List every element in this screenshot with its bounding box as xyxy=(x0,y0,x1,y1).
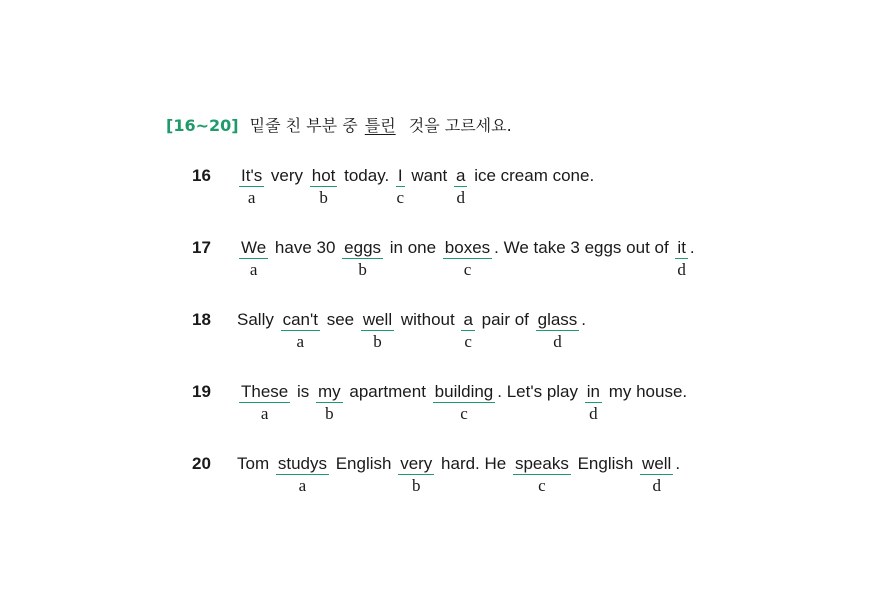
option-b[interactable] xyxy=(398,454,434,495)
option-word: speaks xyxy=(514,454,569,473)
option-a[interactable] xyxy=(239,166,264,207)
option-word: very xyxy=(400,454,433,473)
option-letter: a xyxy=(296,332,305,351)
sentence-text: in one xyxy=(385,238,441,257)
question-number: 20 xyxy=(192,454,211,473)
option-word: building xyxy=(434,382,494,401)
option-letter: d xyxy=(589,404,598,423)
option-a[interactable] xyxy=(239,238,268,279)
option-letter: c xyxy=(463,260,472,279)
sentence-text: apartment xyxy=(344,382,431,401)
option-letter: b xyxy=(319,188,328,207)
option-word: boxes xyxy=(444,238,491,257)
sentence-text: English xyxy=(572,454,639,473)
sentence-text: English xyxy=(330,454,397,473)
option-word: my xyxy=(317,382,341,401)
sentence-text: want xyxy=(406,166,452,185)
option-word: eggs xyxy=(344,238,382,257)
sentence-text: ice cream cone. xyxy=(469,166,595,185)
option-b[interactable] xyxy=(361,310,394,351)
option-word: well xyxy=(362,310,393,329)
sentence-text: Sally xyxy=(237,310,279,329)
option-letter: d xyxy=(652,476,661,495)
option-c[interactable] xyxy=(443,238,492,279)
instruction-emphasis: 틀린 xyxy=(364,116,396,135)
option-word: We xyxy=(241,238,267,257)
question-number: 19 xyxy=(192,382,211,401)
question-sentence xyxy=(237,382,688,423)
option-d[interactable] xyxy=(675,238,688,279)
sentence-text: Tom xyxy=(237,454,274,473)
option-letter: c xyxy=(396,188,405,207)
option-letter: b xyxy=(325,404,334,423)
sentence-text: . Let's play xyxy=(497,382,583,401)
question-number: 16 xyxy=(192,166,211,185)
question-sentence xyxy=(237,166,595,207)
option-c[interactable] xyxy=(433,382,496,423)
option-letter: b xyxy=(373,332,382,351)
option-b[interactable] xyxy=(316,382,343,423)
option-word: glass xyxy=(537,310,578,329)
option-d[interactable] xyxy=(536,310,580,351)
question-number: 18 xyxy=(192,310,211,329)
question-range: [16~20] xyxy=(166,116,239,135)
option-letter: b xyxy=(358,260,367,279)
option-c[interactable] xyxy=(513,454,571,495)
question-number: 17 xyxy=(192,238,211,257)
option-c[interactable] xyxy=(461,310,474,351)
sentence-text: have 30 xyxy=(270,238,341,257)
option-letter: d xyxy=(456,188,465,207)
option-letter: a xyxy=(260,404,269,423)
option-c[interactable] xyxy=(396,166,405,207)
option-word: hot xyxy=(311,166,336,185)
option-word: a xyxy=(463,310,473,329)
option-letter: a xyxy=(298,476,307,495)
option-letter: c xyxy=(460,404,468,423)
question-20 xyxy=(192,454,792,500)
sentence-text: without xyxy=(396,310,460,329)
option-letter: c xyxy=(538,476,546,495)
question-sentence xyxy=(237,454,681,495)
question-17 xyxy=(192,238,792,284)
option-d[interactable] xyxy=(585,382,602,423)
option-letter: c xyxy=(464,332,472,351)
sentence-text: is xyxy=(292,382,314,401)
option-word: can't xyxy=(282,310,318,329)
option-d[interactable] xyxy=(640,454,673,495)
option-letter: b xyxy=(412,476,421,495)
option-word: in xyxy=(586,382,600,401)
sentence-text: today. xyxy=(339,166,394,185)
option-word: I xyxy=(397,166,403,185)
instruction xyxy=(166,116,512,136)
option-b[interactable] xyxy=(342,238,383,279)
sentence-text: hard. He xyxy=(436,454,511,473)
option-word: It's xyxy=(241,166,263,185)
instruction-text-after: 것을 고르세요. xyxy=(408,116,512,135)
option-letter: a xyxy=(247,188,256,207)
option-word: a xyxy=(456,166,466,185)
instruction-text-before: 밑줄 친 부분 중 xyxy=(249,116,358,135)
option-letter: d xyxy=(553,332,562,351)
sentence-text: pair of xyxy=(476,310,534,329)
sentence-text: see xyxy=(321,310,359,329)
option-word: studys xyxy=(277,454,327,473)
sentence-text: . We take 3 eggs out of xyxy=(494,238,674,257)
sentence-text: . xyxy=(675,454,681,473)
option-word: well xyxy=(642,454,672,473)
option-d[interactable] xyxy=(454,166,467,207)
question-sentence xyxy=(237,238,695,279)
question-19 xyxy=(192,382,792,428)
option-a[interactable] xyxy=(281,310,320,351)
option-word: These xyxy=(241,382,289,401)
option-letter: a xyxy=(249,260,258,279)
option-b[interactable] xyxy=(310,166,338,207)
option-a[interactable] xyxy=(239,382,290,423)
question-16 xyxy=(192,166,792,212)
sentence-text: . xyxy=(581,310,587,329)
option-word: it xyxy=(677,238,686,257)
question-sentence xyxy=(237,310,587,351)
sentence-text: very xyxy=(266,166,308,185)
sentence-text: my house. xyxy=(603,382,688,401)
option-letter: d xyxy=(677,260,686,279)
question-18 xyxy=(192,310,792,356)
sentence-text: . xyxy=(689,238,695,257)
option-a[interactable] xyxy=(276,454,329,495)
